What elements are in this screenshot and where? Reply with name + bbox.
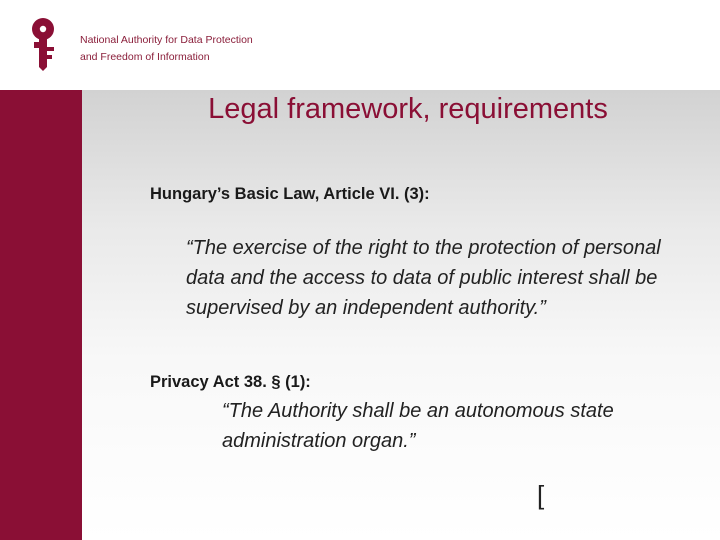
bracket-mark: [ xyxy=(537,480,545,510)
sidebar-bar xyxy=(0,90,82,540)
slide-title: Legal framework, requirements xyxy=(208,93,608,125)
quote-basic-law: “The exercise of the right to the protection of personal data and the access to data of public interest shall be supervised by an independent authority.” xyxy=(186,237,661,319)
organization-name-line1: National Authority for Data Protection xyxy=(80,34,253,46)
section-heading-basic-law: Hungary’s Basic Law, Article VI. (3): xyxy=(150,185,430,203)
organization-name-line2: and Freedom of Information xyxy=(80,51,210,63)
key-icon xyxy=(28,17,60,71)
header xyxy=(0,0,720,90)
organization-name xyxy=(80,32,253,66)
quote-privacy-act: “The Authority shall be an autonomous state administration organ.” xyxy=(222,400,614,452)
section-heading-privacy-act: Privacy Act 38. § (1): xyxy=(150,373,311,391)
